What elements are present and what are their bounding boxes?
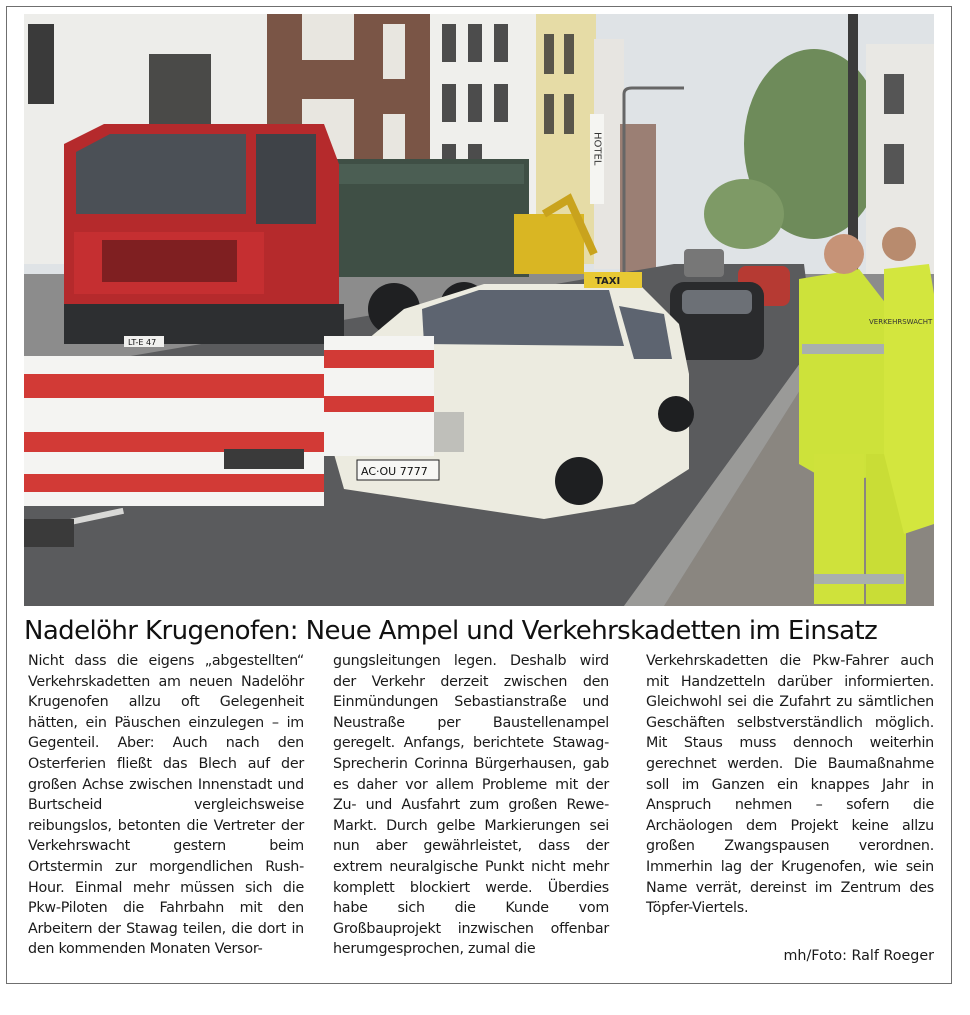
article-column-1: [28, 651, 304, 960]
column-2-text: gungsleitungen legen. Deshalb wird der Verkehr derzeit zwischen den Einmündungen Sebastianstraße und Neustraße per Baustellenampel geregelt. Anfangs, berichtete Stawag-Sprecherin Corinna Bürgerhausen, gab es daher vor allem Probleme mit der Zu- und Ausfahrt zum großen Rewe-Markt. Durch gelbe Markierungen sei nun aber gewährleistet, dass der extrem neuralgische Punkt nicht mehr komplett blockiert werde. Überdies habe sich die Kunde vom Großbauprojekt inzwischen offenbar herumgesprochen, zumal die: [333, 653, 609, 958]
article-column-3: [646, 651, 934, 919]
photo-credit: mh/Foto: Ralf Roeger: [783, 948, 934, 964]
news-photo: [24, 14, 934, 606]
taxi-plate: AC·OU 7777: [361, 465, 428, 478]
truck-plate: LT-E 47: [128, 338, 157, 347]
column-3-text: Verkehrskadetten die Pkw-Fahrer auch mit Handzetteln darüber informierten. Gleichwohl sei die Zufahrt zu sämtlichen Geschäften selbstverständlich möglich. Mit Staus muss dennoch weiterhin gerechnet werden. Die Baumaßnahme soll im Ganzen ein knappes Jahr in Anspruch nehmen – sofern die Archäologen dem Projekt keine allzu großen Zwangspausen verordnen. Immerhin lag der Krugenofen, wie sein Name verrät, dereinst im Zentrum des Töpfer-Viertels.: [646, 653, 934, 917]
article-headline: Nadelöhr Krugenofen: Neue Ampel und Verkehrskadetten im Einsatz: [24, 616, 878, 646]
hotel-sign: HOTEL: [591, 132, 603, 166]
column-1-text: Nicht dass die eigens „abgestellten“ Verkehrskadetten am neuen Nadelöhr Krugenofen allzu oft Gelegenheit hätten, ein Päuschen einzulegen – im Gegenteil. Aber: Auch nach den Osterferien fließt das Blech auf der großen Achse zwischen Innenstadt und Burtscheid vergleichsweise reibungslos, betonten die Vertreter der Verkehrswacht gestern beim Ortstermin zur morgendlichen Rush-Hour. Einmal mehr müssen sich die Pkw-Piloten die Fahrbahn mit den Arbeitern der Stawag teilen, die dort in den kommenden Monaten Versor-: [28, 653, 304, 958]
article-column-2: [333, 651, 609, 960]
vest-label: VERKEHRSWACHT: [869, 318, 933, 326]
taxi-sign: TAXI: [595, 276, 621, 287]
